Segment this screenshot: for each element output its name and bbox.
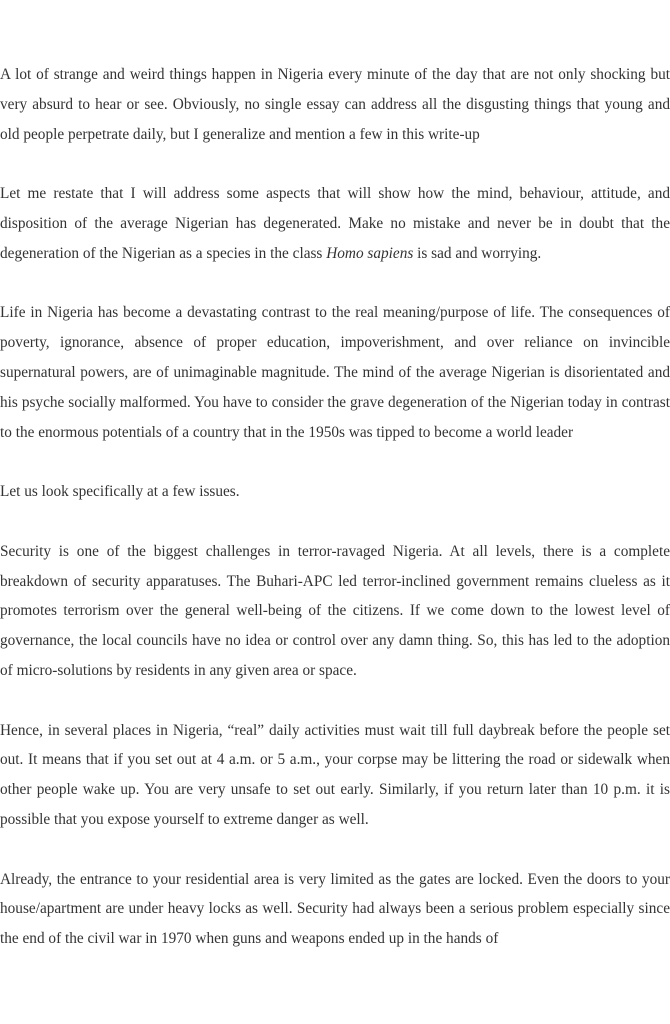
- paragraph-residential-gates: Already, the entrance to your residential area is very limited as the gates are locked. Even the doors to your house/apartment are under heavy locks as well. Security had always been a serious problem especially since the end of the civil war in 1970 when guns and weapons ended up in the hands of: [0, 870, 670, 948]
- paragraph-daily-activities: Hence, in several places in Nigeria, “real” daily activities must wait till full daybreak before the people set out. It means that if you set out at 4 a.m. or 5 a.m., your corpse may be littering the road or sidewalk when other people wake up. You are very unsafe to set out early. Similarly, if you return later than 10 p.m. it is possible that you expose yourself to extreme danger as well.: [0, 721, 670, 828]
- paragraph-security: Security is one of the biggest challenges in terror-ravaged Nigeria. At all levels, there is a complete breakdown of security apparatuses. The Buhari-APC led terror-inclined government remains clueless as it promotes terrorism over the general well-being of the citizens. If we come down to the lowest level of governance, the local councils have no idea or control over any damn thing. So, this has led to the adoption of micro-solutions by residents in any given area or space.: [0, 542, 670, 679]
- article-body: [0, 60, 670, 984]
- species-name-italic: Homo sapiens: [326, 244, 414, 262]
- paragraph-issues-intro: Let us look specifically at a few issues.: [0, 483, 240, 501]
- paragraph-intro: A lot of strange and weird things happen in Nigeria every minute of the day that are not only shocking but very absurd to hear or see. Obviously, no single essay can address all the disgusting things that young and old people perpetrate daily, but I generalize and mention a few in this write-up: [0, 66, 670, 143]
- paragraph-degeneration-text-end: is sad and worrying.: [413, 244, 542, 262]
- paragraph-life-in-nigeria: Life in Nigeria has become a devastating contrast to the real meaning/purpose of life. The consequences of poverty, ignorance, absence of proper education, impoverishment, and over reliance on invincible supernatural powers, are of unimaginable magnitude. The mind of the average Nigerian is disorientated and his psyche socially malformed. You have to consider the grave degeneration of the Nigerian today in contrast to the enormous potentials of a country that in the 1950s was tipped to become a world leader: [0, 304, 670, 441]
- paragraph-degeneration-text-start: Let me restate that I will address some aspects that will show how the mind, behaviour, attitude, and disposition of the average Nigerian has degenerated. Make no mistake and never be in doubt that the degeneration of the Nigerian as a species in the class: [0, 185, 670, 262]
- paragraph-degeneration: [0, 179, 670, 268]
